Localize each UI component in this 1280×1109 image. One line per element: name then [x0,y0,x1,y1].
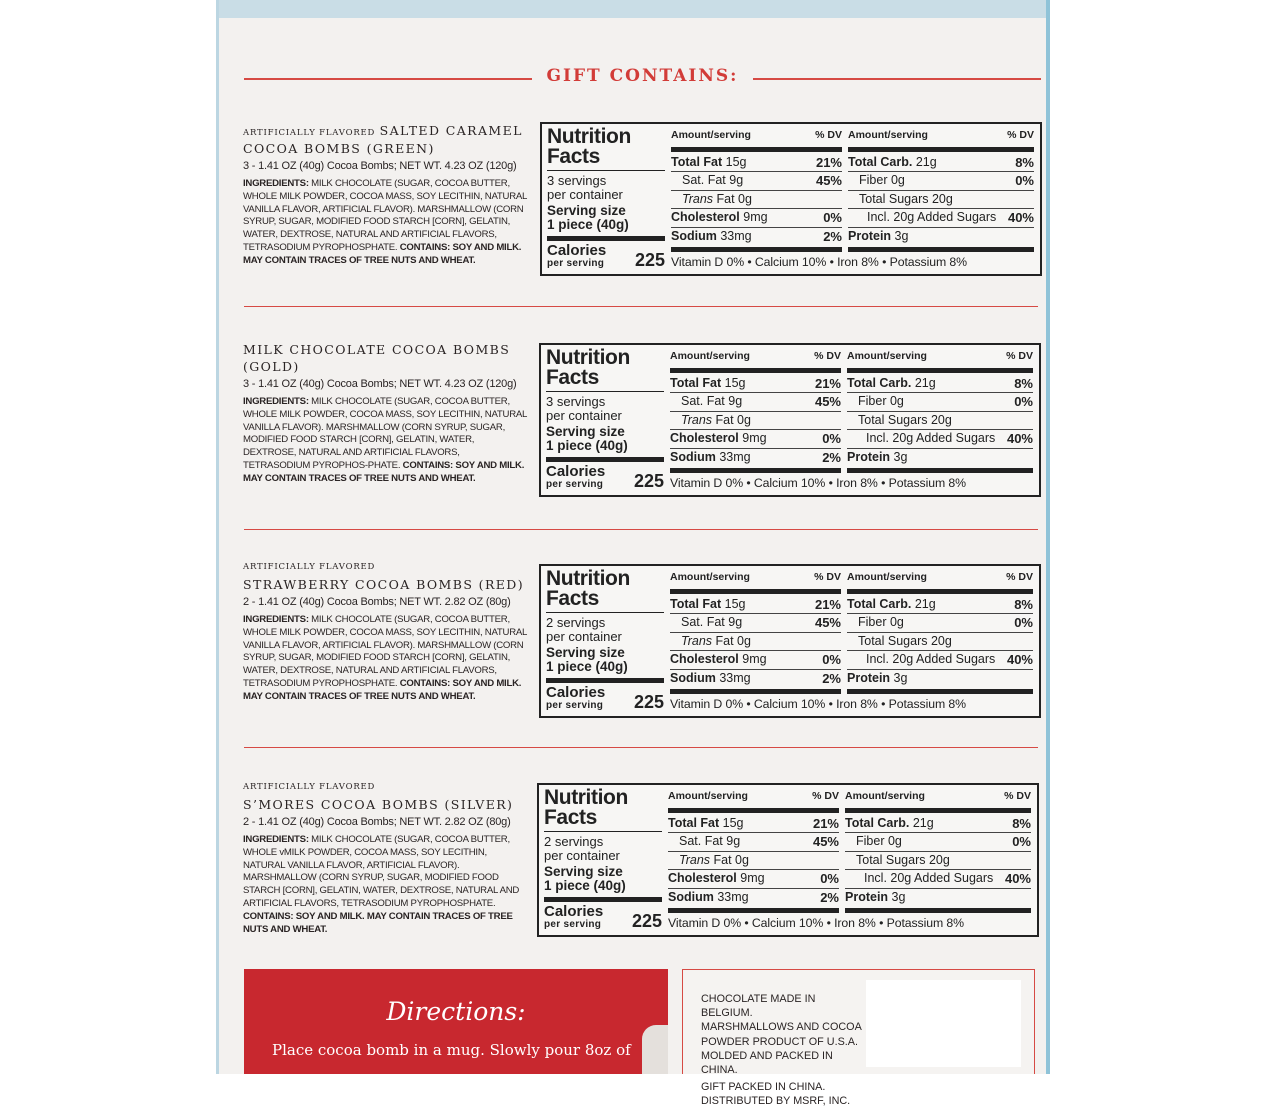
total-fat-pct: 21% [815,155,842,170]
protein-label: Protein [848,228,892,243]
amount-serving-label: Amount/serving [670,571,750,583]
pct-dv-label: % DV [814,571,841,583]
added-sugars-pct: 40% [1006,431,1033,447]
cholesterol-label: Cholesterol [670,431,739,446]
box-top-edge [216,0,1048,18]
sodium-pct: 2% [820,889,839,905]
pct-dv-label: % DV [1006,350,1033,362]
serving-size-value: 1 piece (40g) [546,438,628,453]
serving-size-value: 1 piece (40g) [547,217,629,232]
allergen-statement: CONTAINS: SOY AND MILK. MAY CONTAIN TRACES OF TREE NUTS AND WHEAT. [243,677,522,702]
total-fat-label: Total Fat [671,155,723,169]
servings-per: per container [546,629,622,644]
ingredients-label: INGREDIENTS: [243,396,309,407]
total-fat-amount: 15g [719,816,744,830]
servings-count: 3 servings [546,394,606,409]
origin-line-4: MOLDED AND PACKED IN CHINA. [701,1049,833,1077]
amount-serving-label: Amount/serving [847,350,927,362]
protein-amount: 3g [891,228,909,243]
product-kicker: ARTIFICIALLY FLAVORED [243,128,376,138]
protein-amount: 3g [890,670,908,685]
ingredients-text: MILK CHOCOLATE (SUGAR, COCOA BUTTER, WHOLE MILK POWDER, COCOA MASS, SOY LECITHIN, NATURAL VANILLA FLAVOR). MARSHMALLOW (CORN SYRUP, SUGAR, MODIFIED FOOD STARCH [CORN], GELATIN, WATER, DEXTROSE, NATURAL AND ARTIFICIAL FLAVORS, TETRASODIUM PYROPHOS-PHATE. [243,396,527,471]
sodium-amount: 33mg [713,889,749,904]
calories-label: Calories [546,463,606,480]
allergen-statement: CONTAINS: SOY AND MILK. MAY CONTAIN TRACES OF TREE NUTS AND WHEAT. [243,241,522,266]
nf-title-1: Nutrition [547,125,631,148]
cholesterol-pct: 0% [820,871,839,887]
nf-title-2: Facts [547,145,600,168]
sat-fat-pct: 45% [812,834,839,850]
allergen-statement: CONTAINS: SOY AND MILK. MAY CONTAIN TRACES OF TREE NUTS AND WHEAT. [243,910,513,935]
cholesterol-label: Cholesterol [670,652,739,667]
sodium-label: Sodium [671,228,717,243]
total-carb-label: Total Carb. [848,155,913,169]
trans-fat: Fat 0g [713,191,752,206]
serving-size-label: Serving size [547,203,626,218]
product-milk-chocolate [243,341,528,486]
added-sugars-pct: 40% [1007,210,1034,226]
added-sugars-pct: 40% [1004,871,1031,887]
sodium-pct: 2% [822,670,841,686]
total-carb-amount: 21g [912,155,937,169]
amount-serving-label: Amount/serving [670,350,750,362]
protein-label: Protein [845,889,889,904]
product-kicker: ARTIFICIALLY FLAVORED [243,782,376,792]
total-fat-label: Total Fat [670,376,722,390]
product-name-line1: STRAWBERRY COCOA BOMBS (RED) [243,577,524,592]
sodium-label: Sodium [670,670,716,685]
blank-label-area [866,980,1021,1067]
ingredients-text: MILK CHOCOLATE (SUGAR, COCOA BUTTER, WHOLE MILK POWDER, COCOA MASS, SOY LECITHIN, NATURAL VANILLA FLAVOR, ARTIFICIAL FLAVOR). MARSHMALLOW (CORN SYRUP, SUGAR, MODIFIED FOOD STARCH [CORN], GELATIN, WATER, DEXTROSE, NATURAL AND ARTIFICIAL FLAVORS, TETRASODIUM PYROPHOSPHATE. [243,178,527,253]
product-ingredients [243,396,528,486]
total-fat-label: Total Fat [670,597,722,611]
fiber-pct: 0% [1014,615,1033,631]
pct-dv-label: % DV [1006,571,1033,583]
sat-fat: Sat. Fat 9g [681,394,743,409]
origin-line-3: POWDER PRODUCT OF U.S.A. [701,1035,858,1048]
vitamins-line: Vitamin D 0% • Calcium 10% • Iron 8% • Potassium 8% [670,697,967,711]
sodium-amount: 33mg [716,228,752,243]
calories-per: per serving [546,700,604,711]
protein-label: Protein [847,670,891,685]
total-carb-pct: 8% [1014,376,1033,391]
total-sugars: Total Sugars 20g [859,191,953,206]
sat-fat: Sat. Fat 9g [682,173,744,188]
amount-serving-label: Amount/serving [847,571,927,583]
pct-dv-label: % DV [815,129,842,141]
ingredients-text: MILK CHOCOLATE (SUGAR, COCOA BUTTER, WHOLE vMILK POWDER, COCOA MASS, SOY LECITHIN, NATURAL VANILLA FLAVOR, ARTIFICIAL FLAVOR). MARSHMALLOW (CORN SYRUP, SUGAR, MODIFIED FOOD STARCH [CORN], GELATIN, WATER, DEXTROSE, NATURAL AND ARTIFICIAL FLAVORS, TETRASODIUM PYROPHOSPHATE. [243,834,520,909]
calories-label: Calories [547,242,607,259]
product-net-weight: 3 - 1.41 OZ (40g) Cocoa Bombs; NET WT. 4.23 OZ (120g) [243,160,517,172]
product-smores [243,782,528,936]
total-sugars: Total Sugars 20g [856,852,950,867]
added-sugars: Incl. 20g Added Sugars [867,210,997,225]
product-net-weight: 2 - 1.41 OZ (40g) Cocoa Bombs; NET WT. 2.82 OZ (80g) [243,596,511,608]
servings-count: 2 servings [544,834,604,849]
fiber-pct: 0% [1012,834,1031,850]
allergen-statement: CONTAINS: SOY AND MILK. MAY CONTAIN TRACES OF TREE NUTS AND WHEAT. [243,459,525,484]
nf-title-2: Facts [544,806,597,829]
origin-line-2: MARSHMALLOWS AND COCOA [701,1021,862,1034]
box-right-edge [1046,0,1050,1074]
total-fat-amount: 15g [721,597,746,611]
servings-per: per container [547,187,623,202]
nutrition-facts-panel [539,343,1041,497]
fiber-pct: 0% [1015,173,1034,189]
total-sugars: Total Sugars 20g [858,633,952,648]
fiber: Fiber 0g [859,173,905,188]
product-name-line1: MILK CHOCOLATE COCOA BOMBS [243,342,511,357]
total-carb-amount: 21g [909,816,934,830]
total-carb-pct: 8% [1012,816,1031,831]
sodium-label: Sodium [670,449,716,464]
added-sugars-pct: 40% [1006,652,1033,668]
cholesterol-pct: 0% [822,431,841,447]
sat-fat-pct: 45% [814,615,841,631]
amount-serving-label: Amount/serving [845,790,925,802]
servings-per: per container [544,848,620,863]
protein-label: Protein [847,449,891,464]
protein-amount: 3g [890,449,908,464]
calories-value: 225 [633,471,664,491]
fiber: Fiber 0g [856,834,902,849]
sat-fat: Sat. Fat 9g [679,834,741,849]
ingredients-label: INGREDIENTS: [243,178,309,189]
ingredients-label: INGREDIENTS: [243,834,309,845]
vitamins-line: Vitamin D 0% • Calcium 10% • Iron 8% • Potassium 8% [668,916,965,930]
product-name-line1: SALTED CARAMEL [379,123,523,138]
nutrition-facts-panel [537,783,1039,937]
directions-text: Place cocoa bomb in a mug. Slowly pour 8oz of [272,1041,631,1059]
pct-dv-label: % DV [1007,129,1034,141]
sat-fat-pct: 45% [815,173,842,189]
trans-label: Trans [681,633,713,648]
cholesterol-amount: 9mg [738,431,767,446]
calories-value: 225 [634,250,665,270]
trans-label: Trans [682,191,714,206]
total-carb-label: Total Carb. [845,816,910,830]
serving-size-label: Serving size [546,645,625,660]
amount-serving-label: Amount/serving [671,129,751,141]
gift-contains-header [244,66,1041,96]
vitamins-line: Vitamin D 0% • Calcium 10% • Iron 8% • Potassium 8% [671,255,968,269]
calories-per: per serving [546,479,604,490]
added-sugars: Incl. 20g Added Sugars [866,652,996,667]
product-net-weight: 2 - 1.41 OZ (40g) Cocoa Bombs; NET WT. 2.82 OZ (80g) [243,816,511,828]
nf-title-1: Nutrition [544,786,628,809]
amount-serving-label: Amount/serving [668,790,748,802]
directions-title: Directions: [386,997,526,1026]
total-fat-pct: 21% [812,816,839,831]
origin-info-panel [682,969,1035,1108]
cholesterol-amount: 9mg [738,652,767,667]
header-rule-left [244,78,532,80]
header-rule-right [753,78,1041,80]
nutrition-facts-panel [539,564,1041,718]
origin-line-1: CHOCOLATE MADE IN BELGIUM. [701,993,816,1020]
added-sugars: Incl. 20g Added Sugars [864,871,994,886]
trans-fat: Fat 0g [712,633,751,648]
product-name-line2: COCOA BOMBS (GREEN) [243,141,435,156]
servings-count: 2 servings [546,615,606,630]
product-salted-caramel [243,122,528,268]
fiber: Fiber 0g [858,394,904,409]
calories-label: Calories [544,903,604,920]
ingredients-label: INGREDIENTS: [243,614,309,625]
origin-line-5: GIFT PACKED IN CHINA. [701,1081,826,1094]
pct-dv-label: % DV [812,790,839,802]
servings-per: per container [546,408,622,423]
sodium-pct: 2% [822,449,841,465]
pct-dv-label: % DV [814,350,841,362]
nf-title-1: Nutrition [546,567,630,590]
vitamins-line: Vitamin D 0% • Calcium 10% • Iron 8% • Potassium 8% [670,476,967,490]
serving-size-value: 1 piece (40g) [546,659,628,674]
product-strawberry [243,562,528,704]
product-kicker: ARTIFICIALLY FLAVORED [243,562,376,572]
trans-label: Trans [679,852,711,867]
product-ingredients [243,834,528,936]
pct-dv-label: % DV [1004,790,1031,802]
nutrition-facts-panel [540,122,1042,276]
section-divider [244,747,1038,748]
total-carb-label: Total Carb. [847,597,912,611]
product-ingredients [243,614,528,704]
cholesterol-amount: 9mg [739,210,768,225]
cholesterol-pct: 0% [822,652,841,668]
nf-title-1: Nutrition [546,346,630,369]
calories-per: per serving [547,258,605,269]
total-carb-label: Total Carb. [847,376,912,390]
serving-size-label: Serving size [544,864,623,879]
directions-panel [244,969,668,1074]
cholesterol-amount: 9mg [736,871,765,886]
total-fat-pct: 21% [814,376,841,391]
calories-value: 225 [631,911,662,931]
origin-text [701,992,866,1109]
gift-contains-title: GIFT CONTAINS: [546,66,739,86]
calories-per: per serving [544,919,602,930]
total-fat-label: Total Fat [668,816,720,830]
fiber-pct: 0% [1014,394,1033,410]
sodium-amount: 33mg [715,670,751,685]
total-sugars: Total Sugars 20g [858,412,952,427]
amount-serving-label: Amount/serving [848,129,928,141]
calories-label: Calories [546,684,606,701]
nf-title-2: Facts [546,366,599,389]
sat-fat-pct: 45% [814,394,841,410]
total-carb-amount: 21g [911,376,936,390]
section-divider [244,529,1038,530]
total-fat-amount: 15g [721,376,746,390]
sat-fat: Sat. Fat 9g [681,615,743,630]
cholesterol-pct: 0% [823,210,842,226]
sodium-amount: 33mg [715,449,751,464]
cholesterol-label: Cholesterol [671,210,740,225]
total-fat-pct: 21% [814,597,841,612]
serving-size-value: 1 piece (40g) [544,878,626,893]
total-carb-amount: 21g [911,597,936,611]
product-name-line1: S’MORES COCOA BOMBS (SILVER) [243,797,514,812]
protein-amount: 3g [888,889,906,904]
nf-title-2: Facts [546,587,599,610]
trans-label: Trans [681,412,713,427]
serving-size-label: Serving size [546,424,625,439]
calories-value: 225 [633,692,664,712]
trans-fat: Fat 0g [710,852,749,867]
product-name-line2: (GOLD) [243,359,300,374]
sodium-pct: 2% [823,228,842,244]
added-sugars: Incl. 20g Added Sugars [866,431,996,446]
trans-fat: Fat 0g [712,412,751,427]
sodium-label: Sodium [668,889,714,904]
cholesterol-label: Cholesterol [668,871,737,886]
origin-line-6: DISTRIBUTED BY MSRF, INC. [701,1095,851,1108]
total-fat-amount: 15g [722,155,747,169]
section-divider [244,306,1038,307]
product-ingredients [243,178,528,268]
fiber: Fiber 0g [858,615,904,630]
total-carb-pct: 8% [1014,597,1033,612]
ingredients-text: MILK CHOCOLATE (SUGAR, COCOA BUTTER, WHOLE MILK POWDER, COCOA MASS, SOY LECITHIN, NATURAL VANILLA FLAVOR, ARTIFICIAL FLAVOR). MARSHMALLOW (CORN SYRUP, SUGAR, MODIFIED FOOD STARCH [CORN], GELATIN, WATER, DEXTROSE, NATURAL AND ARTIFICIAL FLAVORS, TETRASODIUM PYROPHOSPHATE. [243,614,527,689]
total-carb-pct: 8% [1015,155,1034,170]
product-net-weight: 3 - 1.41 OZ (40g) Cocoa Bombs; NET WT. 4.23 OZ (120g) [243,378,517,390]
package-fold-flap [642,1025,668,1074]
servings-count: 3 servings [547,173,607,188]
